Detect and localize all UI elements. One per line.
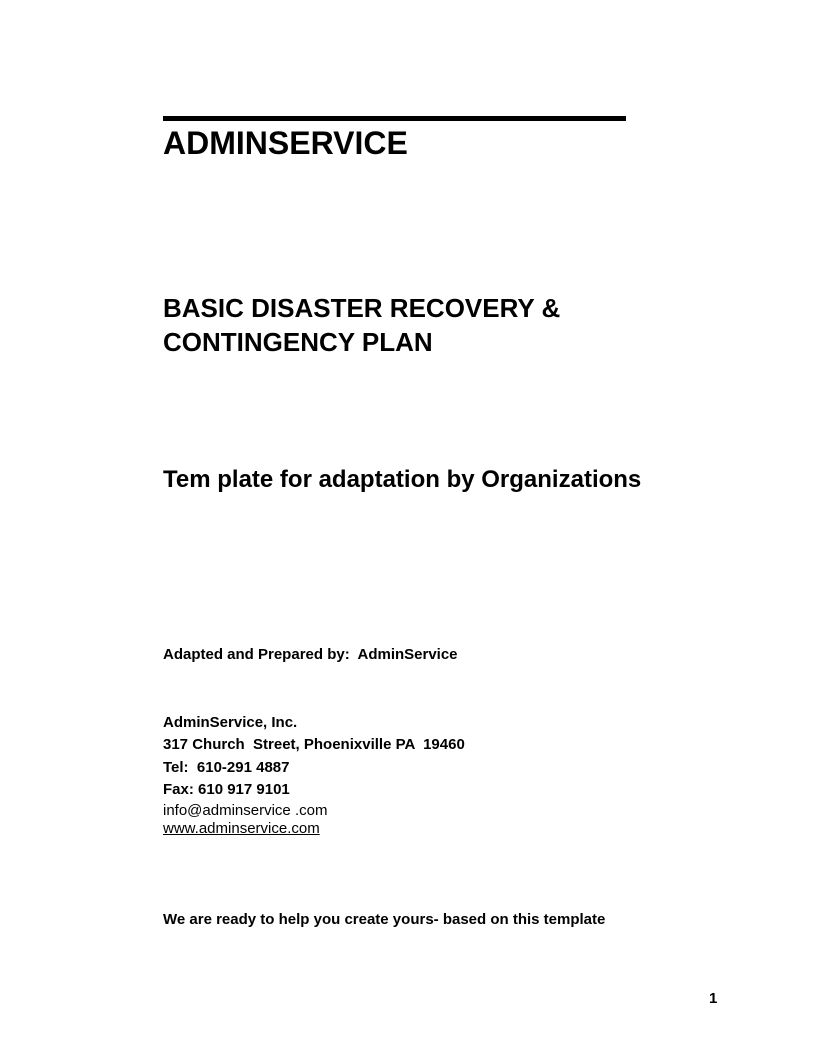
contact-company: AdminService, Inc. — [163, 714, 298, 731]
contact-links — [163, 802, 327, 838]
website-link[interactable]: www.adminservice.com — [163, 820, 320, 837]
contact-address: 317 Church Street, Phoenixville PA 19460 — [163, 736, 465, 754]
document-title — [163, 291, 560, 359]
document-title-line-1: BASIC DISASTER RECOVERY & — [163, 293, 561, 323]
prepared-by-line: Adapted and Prepared by: AdminService — [163, 646, 458, 663]
contact-block — [163, 712, 465, 801]
document-subtitle: Tem plate for adaptation by Organizations — [163, 466, 642, 493]
company-name-heading: ADMINSERVICE — [163, 125, 408, 161]
page-number: 1 — [709, 990, 718, 1007]
contact-email: info@adminservice .com — [163, 802, 328, 819]
document-title-line-2: CONTINGENCY PLAN — [163, 327, 433, 357]
contact-tel: Tel: 610-291 4887 — [163, 758, 290, 776]
contact-fax: Fax: 610 917 9101 — [163, 780, 290, 798]
header-rule — [163, 116, 626, 121]
closing-statement: We are ready to help you create yours- based on this template — [163, 911, 606, 928]
